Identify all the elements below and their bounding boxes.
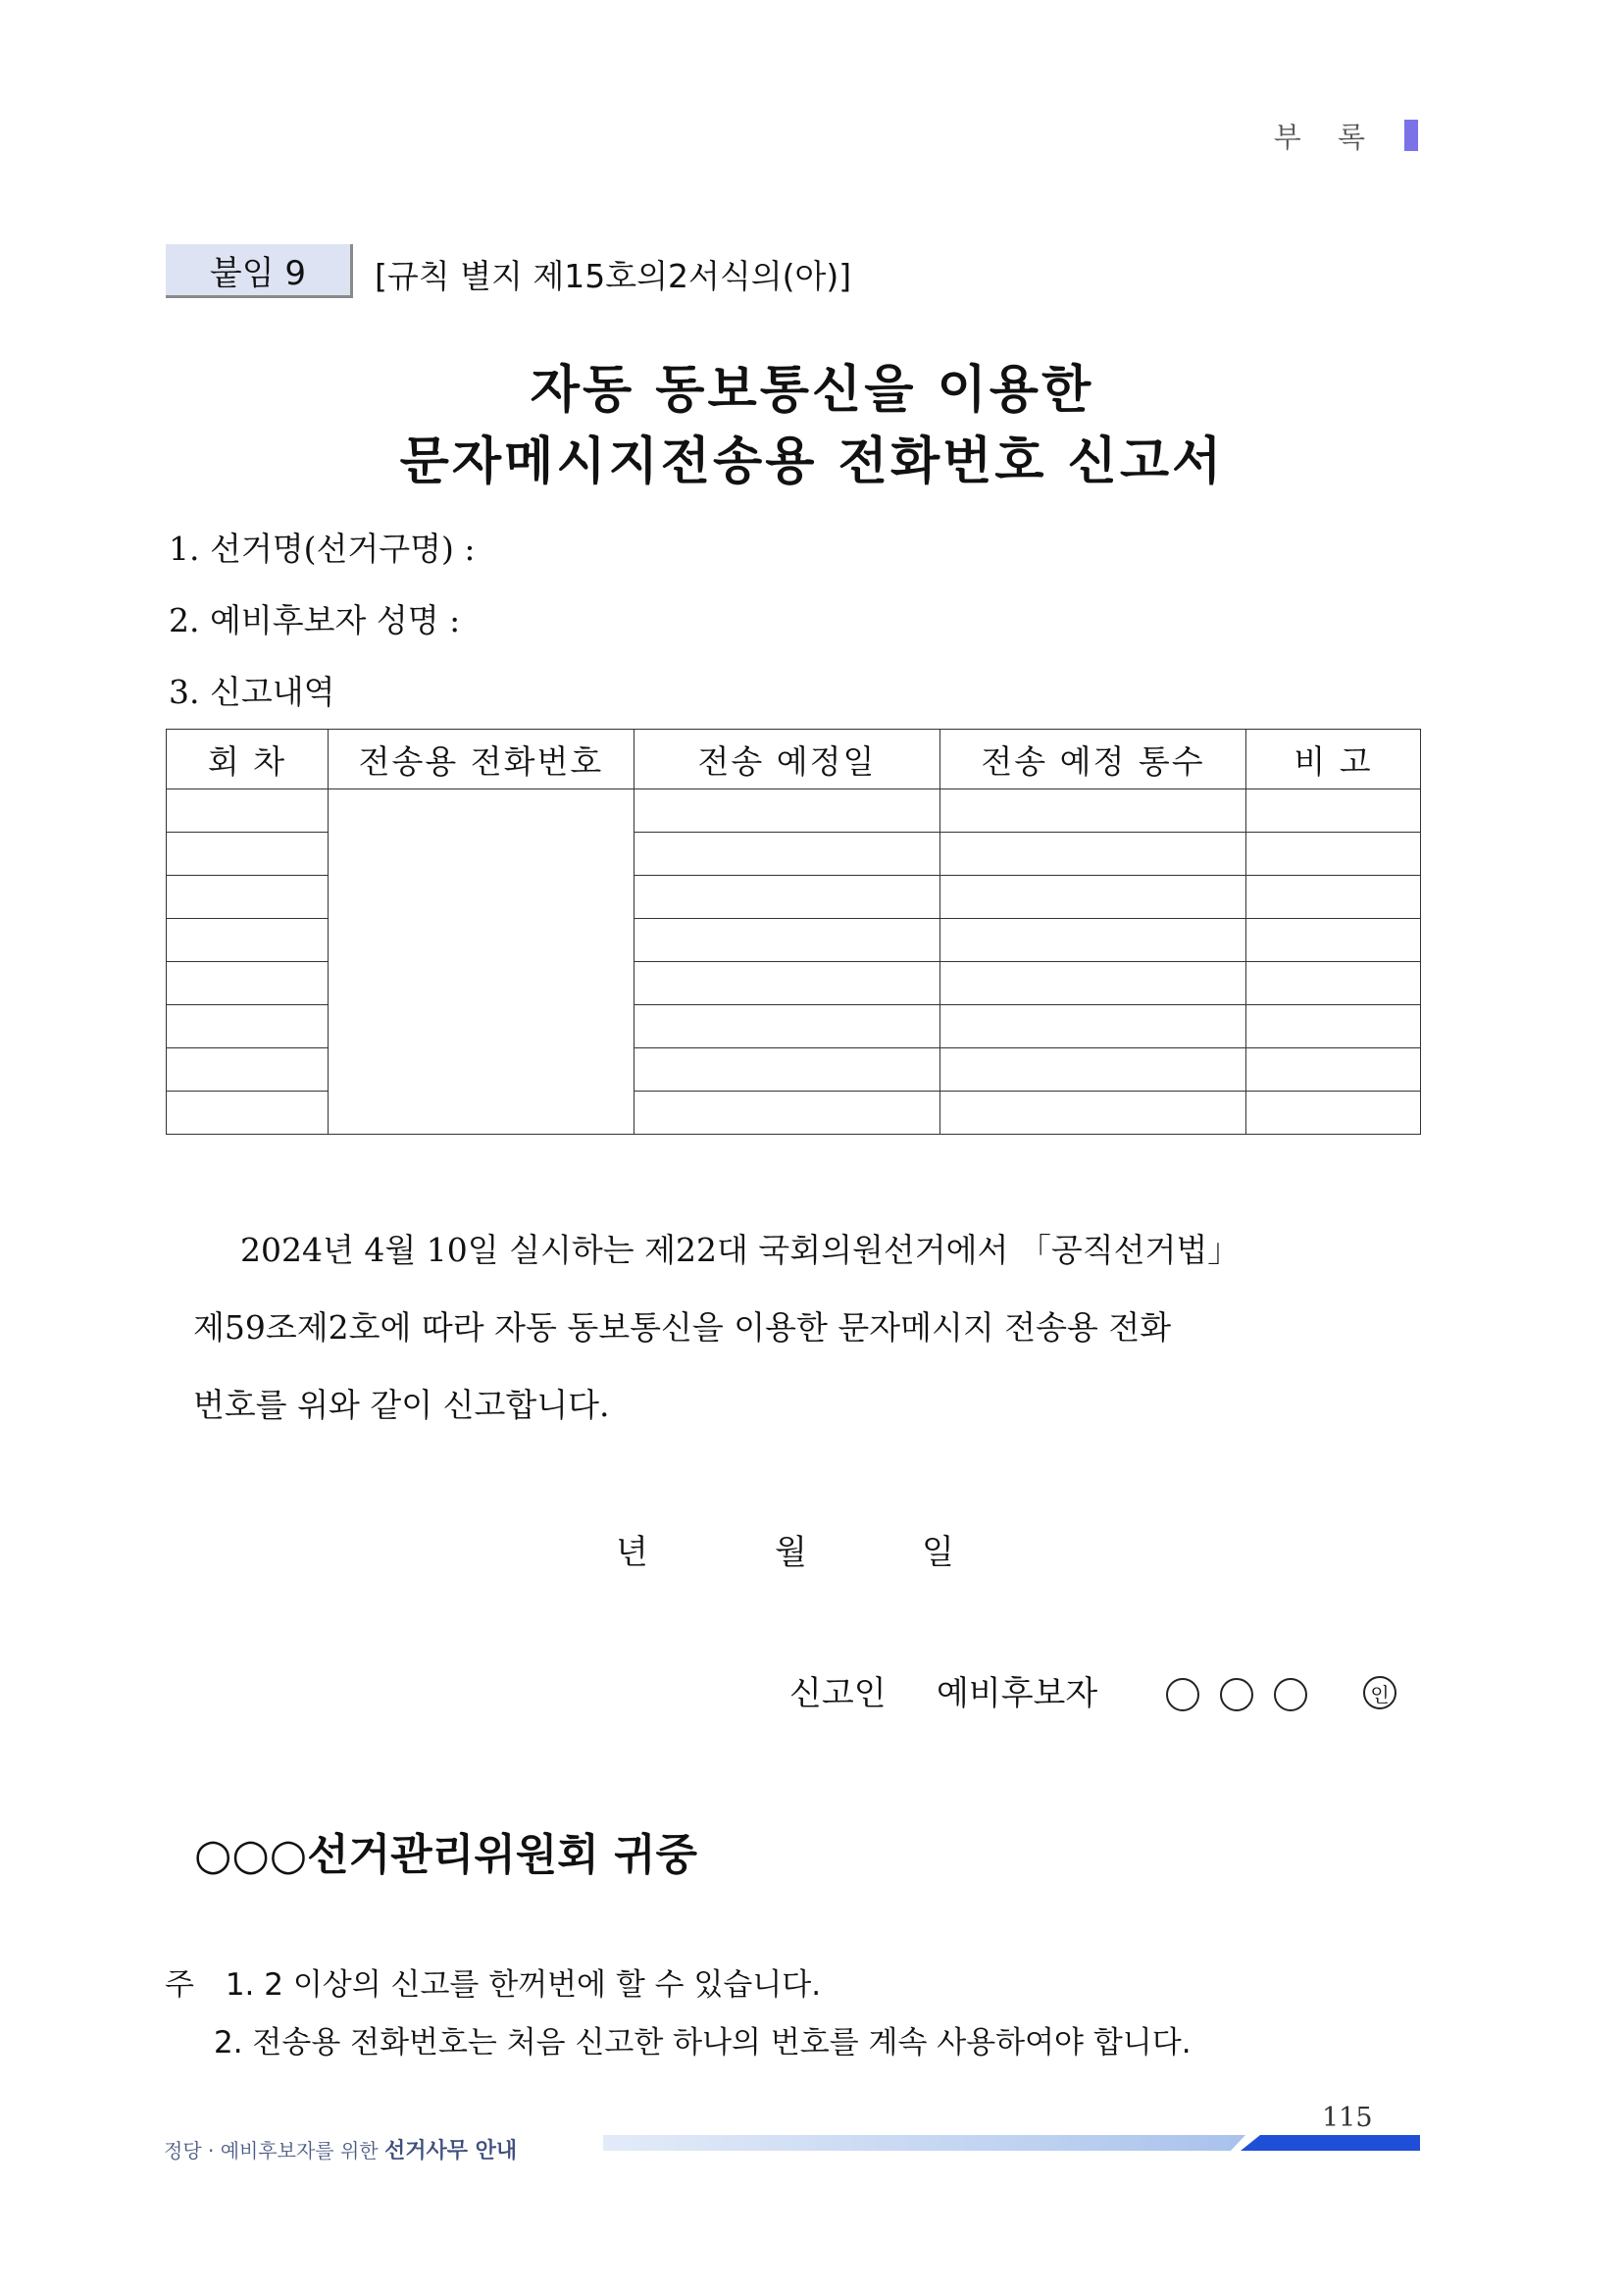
cell-send-date[interactable] <box>634 1048 940 1092</box>
item-report-details: 3. 신고내역 <box>169 673 335 711</box>
section-label: 부 록 <box>1273 121 1379 154</box>
note-2: 2. 전송용 전화번호는 처음 신고한 하나의 번호를 계속 사용하여야 합니다. <box>214 2025 1192 2060</box>
cell-send-count[interactable] <box>940 789 1246 833</box>
section-accent-bar <box>1404 120 1418 151</box>
footer-title <box>164 2134 517 2164</box>
cell-send-date[interactable] <box>634 789 940 833</box>
name-placeholder-circle <box>1274 1678 1307 1711</box>
cell-send-date[interactable] <box>634 876 940 919</box>
cell-round[interactable] <box>167 1048 329 1092</box>
cell-send-date[interactable] <box>634 919 940 962</box>
cell-send-count[interactable] <box>940 1005 1246 1048</box>
cell-send-count[interactable] <box>940 919 1246 962</box>
cell-send-date[interactable] <box>634 962 940 1005</box>
addressee: ○○○선거관리위원회 귀중 <box>194 1830 698 1880</box>
cell-round[interactable] <box>167 1005 329 1048</box>
cell-send-count[interactable] <box>940 833 1246 876</box>
cell-send-date[interactable] <box>634 1092 940 1135</box>
cell-round[interactable] <box>167 1092 329 1135</box>
cell-send-date[interactable] <box>634 1005 940 1048</box>
declaration-line-2: 제59조제2호에 따라 자동 동보통신을 이용한 문자메시지 전송용 전화 <box>193 1308 1172 1347</box>
date-year-label: 년 <box>616 1533 648 1572</box>
name-placeholder-circle <box>1220 1678 1253 1711</box>
table-row <box>167 789 1421 833</box>
footer-title-big: 선거사무 안내 <box>384 2139 518 2163</box>
footer-accent-band <box>603 2135 1420 2151</box>
report-table <box>166 729 1421 1135</box>
cell-send-count[interactable] <box>940 1092 1246 1135</box>
header-round: 회 차 <box>167 730 329 789</box>
attachment-label: 붙임 9 <box>166 244 353 298</box>
cell-remarks[interactable] <box>1246 962 1421 1005</box>
cell-round[interactable] <box>167 833 329 876</box>
header-phone-number: 전송용 전화번호 <box>329 730 634 789</box>
reporter-label: 신고인 <box>789 1674 887 1713</box>
seal-mark: 인 <box>1363 1676 1396 1709</box>
cell-remarks[interactable] <box>1246 1048 1421 1092</box>
name-placeholder-circle <box>1166 1678 1199 1711</box>
footer-title-small: 정당 · 예비후보자를 위한 <box>164 2139 379 2162</box>
header-send-date: 전송 예정일 <box>634 730 940 789</box>
declaration-line-3: 번호를 위와 같이 신고합니다. <box>193 1386 610 1424</box>
note-1 <box>165 1959 821 2004</box>
declaration-line-1: 2024년 4월 10일 실시하는 제22대 국회의원선거에서 「공직선거법」 <box>240 1231 1241 1269</box>
item-election-name: 1. 선거명(선거구명) : <box>169 530 476 568</box>
cell-send-count[interactable] <box>940 876 1246 919</box>
cell-remarks[interactable] <box>1246 1092 1421 1135</box>
cell-remarks[interactable] <box>1246 919 1421 962</box>
cell-round[interactable] <box>167 876 329 919</box>
cell-round[interactable] <box>167 789 329 833</box>
note-prefix: 주 <box>165 1967 194 2003</box>
cell-remarks[interactable] <box>1246 1005 1421 1048</box>
form-title-line-2: 문자메시지전송용 전화번호 신고서 <box>399 432 1225 491</box>
form-title-line-1: 자동 동보통신을 이용한 <box>530 360 1094 420</box>
reporter-role: 예비후보자 <box>937 1674 1098 1713</box>
cell-remarks[interactable] <box>1246 833 1421 876</box>
header-remarks: 비 고 <box>1246 730 1421 789</box>
cell-send-count[interactable] <box>940 1048 1246 1092</box>
cell-phone-number[interactable] <box>329 789 634 1135</box>
header-send-count: 전송 예정 통수 <box>940 730 1246 789</box>
item-candidate-name: 2. 예비후보자 성명 : <box>169 601 461 639</box>
date-month-label: 월 <box>775 1533 807 1572</box>
cell-send-count[interactable] <box>940 962 1246 1005</box>
page-number: 115 <box>1322 2103 1373 2133</box>
cell-remarks[interactable] <box>1246 876 1421 919</box>
declaration-paragraph <box>193 1211 1419 1444</box>
table-header-row <box>167 730 1421 789</box>
rule-reference: [규칙 별지 제15호의2서식의(아)] <box>375 257 852 295</box>
cell-remarks[interactable] <box>1246 789 1421 833</box>
date-day-label: 일 <box>922 1533 954 1572</box>
cell-round[interactable] <box>167 919 329 962</box>
cell-round[interactable] <box>167 962 329 1005</box>
note-1-text: 1. 2 이상의 신고를 한꺼번에 할 수 있습니다. <box>225 1967 822 2003</box>
cell-send-date[interactable] <box>634 833 940 876</box>
